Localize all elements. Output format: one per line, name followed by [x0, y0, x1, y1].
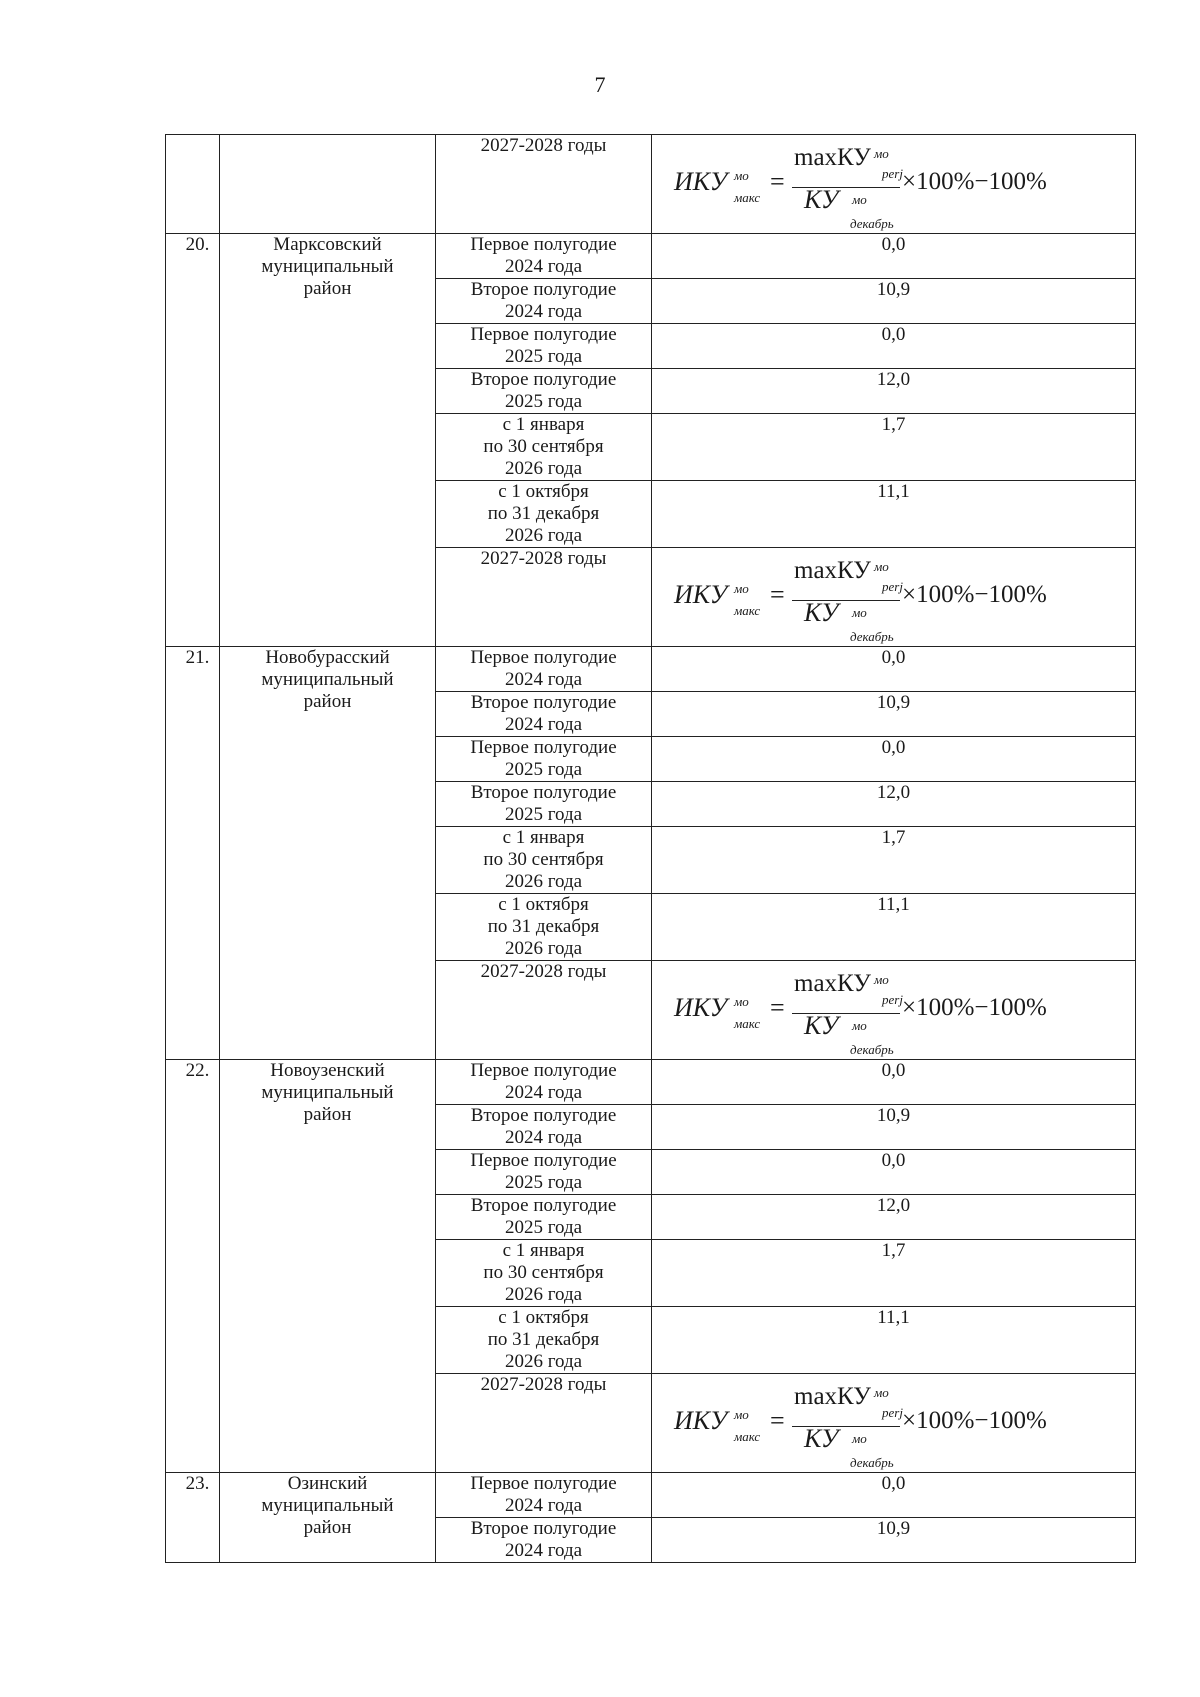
value-cell: 10,9: [652, 279, 1136, 324]
period-line: 2027-2028 годы: [480, 548, 607, 569]
period-line: Второе полугодие: [470, 369, 617, 390]
district-name-line: муниципальный: [261, 1082, 394, 1103]
period-line: 2025 года: [504, 1217, 583, 1238]
period-cell: 2027-2028 годы: [436, 135, 652, 234]
period-line: по 31 декабря: [487, 503, 600, 524]
period-cell: [436, 369, 652, 414]
formula-numerator: maxКУ: [794, 144, 871, 171]
district-name-cell: [220, 647, 436, 1060]
period-line: 2026 года: [504, 871, 583, 892]
period-line: 2024 года: [504, 1127, 583, 1148]
formula-numerator: maxКУ: [794, 1383, 871, 1410]
value-cell: 0,0: [652, 647, 1136, 692]
period-cell: [436, 548, 652, 647]
row-number-cell: 23.: [166, 1473, 220, 1563]
formula-lhs-sup: мо: [734, 581, 749, 596]
period-line: Первое полугодие: [470, 1060, 617, 1081]
period-cell: [436, 827, 652, 894]
formula-lhs-sub: макс: [734, 603, 761, 618]
period-cell: [436, 1240, 652, 1307]
period-line: 2024 года: [504, 1082, 583, 1103]
period-cell: [436, 279, 652, 324]
period-line: 2026 года: [504, 525, 583, 546]
district-name-cell: [220, 135, 436, 234]
period-line: по 30 сентября: [483, 1262, 604, 1283]
formula-lhs: ИКУ: [674, 1406, 728, 1435]
value-cell: 0,0: [652, 1060, 1136, 1105]
formula-lhs-sub: макс: [734, 190, 761, 205]
value-cell: 11,1: [652, 1307, 1136, 1374]
period-line: с 1 октября: [498, 1307, 589, 1328]
period-cell: [436, 481, 652, 548]
formula-cell: [652, 1374, 1136, 1473]
value-cell: 0,0: [652, 234, 1136, 279]
row-number-cell: 21.: [166, 647, 220, 1060]
formula-denominator: КУ: [804, 598, 839, 627]
formula-equals: =: [770, 993, 785, 1022]
formula-denominator-sub: декабрь: [850, 216, 894, 231]
value-cell: 12,0: [652, 1195, 1136, 1240]
district-name-line: Марксовский: [273, 234, 382, 255]
value-cell: 0,0: [652, 737, 1136, 782]
period-cell: [436, 1307, 652, 1374]
period-line: 2024 года: [504, 301, 583, 322]
formula-lhs-sup: мо: [734, 1407, 749, 1422]
period-cell: [436, 961, 652, 1060]
value-cell: 0,0: [652, 1150, 1136, 1195]
formula-numerator-sup: мо: [874, 1385, 889, 1400]
formula-equals: =: [770, 167, 785, 196]
value-cell: 1,7: [652, 827, 1136, 894]
period-line: 2025 года: [504, 1172, 583, 1193]
period-line: 2027-2028 годы: [480, 961, 607, 982]
value-cell: 12,0: [652, 782, 1136, 827]
formula-lhs: ИКУ: [674, 993, 728, 1022]
district-name-line: район: [303, 1517, 352, 1538]
period-line: Второе полугодие: [470, 279, 617, 300]
row-number-cell: 22.: [166, 1060, 220, 1473]
table-row: [166, 135, 1136, 234]
value-cell: 10,9: [652, 692, 1136, 737]
district-name-line: район: [303, 691, 352, 712]
period-line: 2027-2028 годы: [480, 1374, 607, 1395]
period-line: Первое полугодие: [470, 324, 617, 345]
formula-numerator-sup: мо: [874, 972, 889, 987]
period-line: с 1 октября: [498, 894, 589, 915]
period-line: с 1 января: [502, 1240, 585, 1261]
formula-lhs-sub: макс: [734, 1429, 761, 1444]
period-cell: [436, 1473, 652, 1518]
period-cell: [436, 782, 652, 827]
value-cell: 11,1: [652, 481, 1136, 548]
index-formula: [674, 143, 1114, 231]
district-name-cell: [220, 234, 436, 647]
district-name-line: Озинский: [287, 1473, 368, 1494]
period-line: 2026 года: [504, 1351, 583, 1372]
period-cell: [436, 1150, 652, 1195]
period-line: 2025 года: [504, 759, 583, 780]
period-cell: [436, 1195, 652, 1240]
formula-denominator: КУ: [804, 1424, 839, 1453]
period-line: с 1 января: [502, 414, 585, 435]
period-cell: [436, 1105, 652, 1150]
period-line: Второе полугодие: [470, 782, 617, 803]
row-number-cell: 20.: [166, 234, 220, 647]
period-line: Первое полугодие: [470, 1150, 617, 1171]
formula-lhs-sub: макс: [734, 1016, 761, 1031]
formula-lhs: ИКУ: [674, 580, 728, 609]
table-row: [166, 1473, 1136, 1518]
formula-tail: ×100%−100%: [902, 168, 1047, 195]
formula-numerator-sup: мо: [874, 559, 889, 574]
value-cell: 1,7: [652, 1240, 1136, 1307]
period-line: Первое полугодие: [470, 737, 617, 758]
period-line: Первое полугодие: [470, 234, 617, 255]
period-line: по 31 декабря: [487, 1329, 600, 1350]
index-formula: [674, 1382, 1114, 1470]
district-name-line: муниципальный: [261, 669, 394, 690]
page-number: 7: [594, 72, 606, 97]
district-name-line: Новобурасский: [265, 647, 390, 668]
district-name-line: Новоузенский: [270, 1060, 385, 1081]
formula-denominator-sub: декабрь: [850, 1042, 894, 1057]
table-row: [166, 234, 1136, 279]
period-cell: [436, 647, 652, 692]
value-cell: 12,0: [652, 369, 1136, 414]
period-line: 2024 года: [504, 1495, 583, 1516]
formula-numerator-sub: perj: [882, 579, 903, 594]
period-line: 2024 года: [504, 256, 583, 277]
formula-denominator-sub: декабрь: [850, 629, 894, 644]
period-cell: [436, 1518, 652, 1563]
period-line: 2025 года: [504, 804, 583, 825]
formula-denominator-sup: мо: [852, 1431, 867, 1446]
formula-tail: ×100%−100%: [902, 581, 1047, 608]
period-line: 2025 года: [504, 391, 583, 412]
formula-cell: [652, 961, 1136, 1060]
formula-denominator-sub: декабрь: [850, 1455, 894, 1470]
formula-numerator-sub: perj: [882, 992, 903, 1007]
period-line: по 30 сентября: [483, 436, 604, 457]
district-name-cell: [220, 1473, 436, 1563]
formula-lhs-sup: мо: [734, 994, 749, 1009]
value-cell: 1,7: [652, 414, 1136, 481]
period-line: 2026 года: [504, 938, 583, 959]
formula-numerator-sup: мо: [874, 146, 889, 161]
formula-denominator: КУ: [804, 1011, 839, 1040]
period-line: по 30 сентября: [483, 849, 604, 870]
formula-tail: ×100%−100%: [902, 1407, 1047, 1434]
period-line: 2026 года: [504, 1284, 583, 1305]
table-row: [166, 1060, 1136, 1105]
formula-numerator: maxКУ: [794, 970, 871, 997]
formula-numerator-sub: perj: [882, 1405, 903, 1420]
formula-cell: [652, 135, 1136, 234]
formula-denominator-sup: мо: [852, 1018, 867, 1033]
formula-numerator: maxКУ: [794, 557, 871, 584]
table-row: [166, 647, 1136, 692]
district-name-cell: [220, 1060, 436, 1473]
period-line: по 31 декабря: [487, 916, 600, 937]
formula-cell: [652, 548, 1136, 647]
value-cell: 10,9: [652, 1105, 1136, 1150]
period-line: Первое полугодие: [470, 1473, 617, 1494]
value-cell: 10,9: [652, 1518, 1136, 1563]
value-cell: 11,1: [652, 894, 1136, 961]
period-line: 2024 года: [504, 1540, 583, 1561]
formula-denominator-sup: мо: [852, 605, 867, 620]
period-line: 2024 года: [504, 669, 583, 690]
period-line: Первое полугодие: [470, 647, 617, 668]
formula-denominator: КУ: [804, 185, 839, 214]
value-cell: 0,0: [652, 324, 1136, 369]
period-line: Второе полугодие: [470, 692, 617, 713]
period-line: 2025 года: [504, 346, 583, 367]
period-line: Второе полугодие: [470, 1105, 617, 1126]
formula-lhs-sup: мо: [734, 168, 749, 183]
period-line: 2024 года: [504, 714, 583, 735]
period-line: 2026 года: [504, 458, 583, 479]
period-line: Второе полугодие: [470, 1518, 617, 1539]
formula-equals: =: [770, 1406, 785, 1435]
formula-equals: =: [770, 580, 785, 609]
period-cell: [436, 1060, 652, 1105]
formula-lhs: ИКУ: [674, 167, 728, 196]
period-cell: [436, 737, 652, 782]
period-cell: [436, 1374, 652, 1473]
period-line: с 1 октября: [498, 481, 589, 502]
period-cell: [436, 414, 652, 481]
formula-numerator-sub: perj: [882, 166, 903, 181]
index-formula: [674, 969, 1114, 1057]
formula-tail: ×100%−100%: [902, 994, 1047, 1021]
district-name-line: район: [303, 1104, 352, 1125]
district-name-line: муниципальный: [261, 1495, 394, 1516]
index-formula: [674, 556, 1114, 644]
period-cell: [436, 894, 652, 961]
district-name-line: район: [303, 278, 352, 299]
period-cell: [436, 234, 652, 279]
period-cell: [436, 324, 652, 369]
value-cell: 0,0: [652, 1473, 1136, 1518]
period-line: Второе полугодие: [470, 1195, 617, 1216]
district-name-line: муниципальный: [261, 256, 394, 277]
tariff-index-table: [165, 134, 1136, 1563]
row-number-cell: [166, 135, 220, 234]
period-line: с 1 января: [502, 827, 585, 848]
period-cell: [436, 692, 652, 737]
formula-denominator-sup: мо: [852, 192, 867, 207]
